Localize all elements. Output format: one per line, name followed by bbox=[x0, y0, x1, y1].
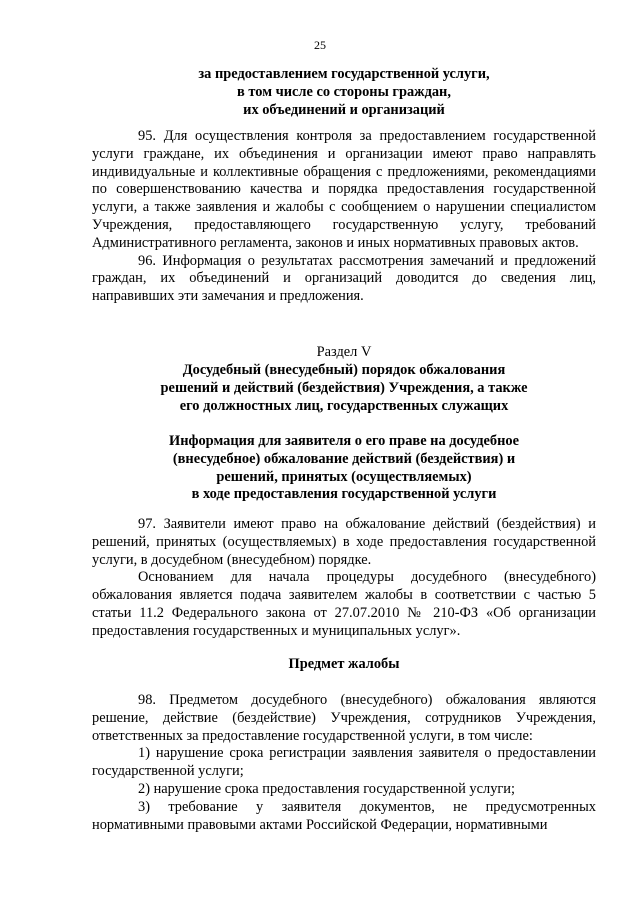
info-title-line: Информация для заявителя о его праве на досудебное bbox=[169, 433, 519, 449]
paragraph-95: 95. Для осуществления контроля за предоставлением государственной услуги граждане, их объединения и организации имеют право направлять индивидуальные и коллективные обращения с предложениями, рекомендациями по совершенствованию качества и порядка предоставления государственной услуги, а также заявления и жалобы с сообщением о нарушении специалистом Учреждения, предоставляющего государственную услугу, требований Административного регламента, законов и иных нормативных правовых актов. bbox=[92, 128, 596, 251]
heading-line: за предоставлением государственной услуги, bbox=[198, 66, 490, 82]
heading-line: в том числе со стороны граждан, bbox=[237, 83, 451, 100]
section-title bbox=[92, 362, 596, 415]
info-title-line: решений, принятых (осуществляемых) bbox=[216, 468, 472, 485]
paragraph-block-98 bbox=[92, 692, 596, 834]
list-item: 1) нарушение срока регистрации заявления заявителя о предоставлении государственной услуги; bbox=[92, 745, 596, 780]
section-title-line: его должностных лиц, государственных служащих bbox=[179, 397, 509, 414]
list-item: 2) нарушение срока предоставления государственной услуги; bbox=[138, 780, 515, 797]
paragraph-block-97 bbox=[92, 516, 596, 641]
list-item: 3) требование у заявителя документов, не предусмотренных нормативными правовыми актами Российской Федерации, нормативными bbox=[92, 798, 596, 833]
section-label: Раздел V bbox=[316, 344, 372, 360]
subject-title: Предмет жалобы bbox=[288, 656, 400, 672]
info-title-line: (внесудебное) обжалование действий (бездействия) и bbox=[172, 450, 516, 467]
paragraph-98: 98. Предметом досудебного (внесудебного) обжалования являются решение, действие (бездействие) Учреждения, сотрудников Учреждения, ответственных за предоставление государственной услуги, в том числе: bbox=[92, 692, 596, 744]
heading-control bbox=[92, 66, 596, 119]
paragraph-97-basis: Основанием для начала процедуры досудебного (внесудебного) обжалования является подача заявителем жалобы в соответствии с частью 5 статьи 11.2 Федерального закона от 27.07.2010 № 210-ФЗ «Об организации предоставления государственных и муниципальных услуг». bbox=[92, 569, 596, 639]
info-title-line: в ходе предоставления государственной услуги bbox=[191, 486, 497, 503]
section-title-line: решений и действий (бездействия) Учреждения, а также bbox=[160, 379, 528, 396]
heading-line: их объединений и организаций bbox=[243, 101, 445, 118]
paragraph-97: 97. Заявители имеют право на обжалование действий (бездействия) и решений, принятых (осуществляемых) в ходе предоставления государственной услуги, в досудебном (внесудебном) порядке. bbox=[92, 516, 596, 568]
section-title-line: Досудебный (внесудебный) порядок обжалования bbox=[182, 362, 506, 378]
info-title bbox=[92, 433, 596, 504]
page-number: 25 bbox=[314, 38, 326, 52]
paragraph-96: 96. Информация о результатах рассмотрения замечаний и предложений граждан, их объединений и организаций доводится до сведения лиц, направивших эти замечания и предложения. bbox=[92, 252, 596, 305]
paragraph-block-95-96 bbox=[92, 128, 596, 306]
